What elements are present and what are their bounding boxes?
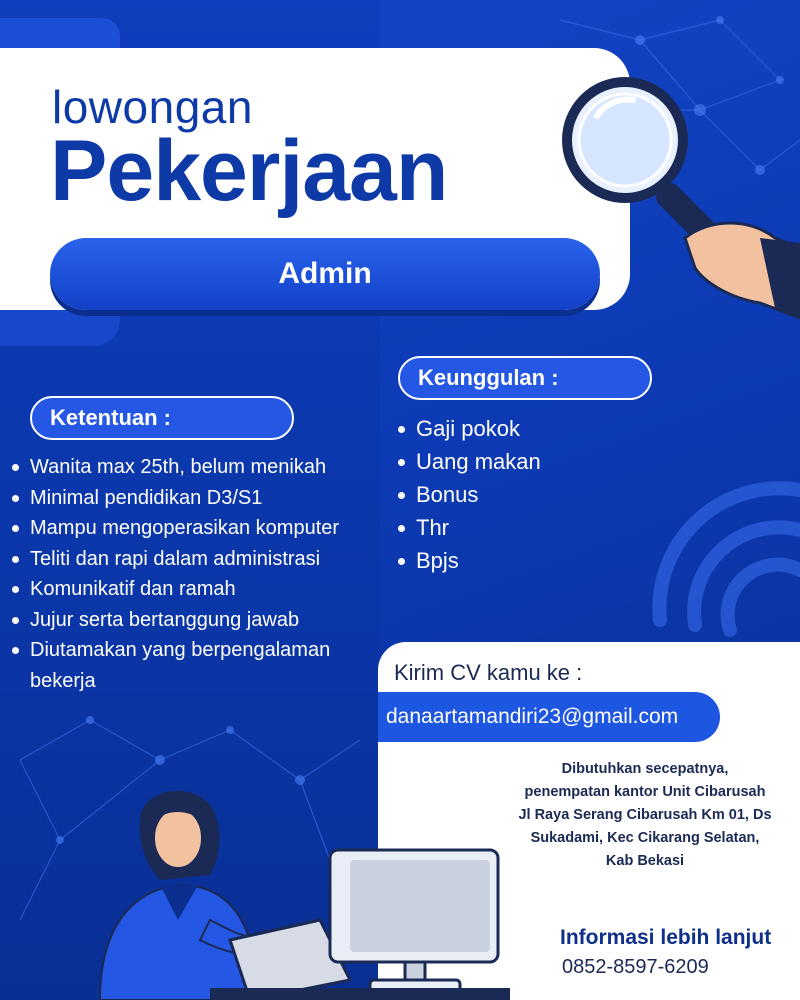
address-line: Dibutuhkan secepatnya, [561,761,729,777]
address-line: Jl Raya Serang Cibarusah Km 01, Ds [518,807,772,823]
phone-number[interactable]: 0852-8597-6209 [562,956,709,978]
list-item: Komunikatif dan ramah [10,574,370,605]
address-line: Sukadami, Kec Cikarang Selatan, [530,830,760,846]
address-line: penempatan kantor Unit Cibarusah [524,784,766,800]
list-item: Thr [396,511,656,544]
position-pill: Admin [50,238,600,310]
cv-label: Kirim CV kamu ke : [394,660,583,685]
ketentuan-heading-pill: Ketentuan : [30,396,294,440]
list-item: Bpjs [396,544,656,577]
title-small: lowongan [52,81,253,133]
email-link[interactable]: danaartamandiri23@gmail.com [378,692,720,742]
list-item: Teliti dan rapi dalam administrasi [10,544,370,575]
woman-at-computer-illustration [60,780,510,1000]
list-item: Minimal pendidikan D3/S1 [10,483,370,514]
list-item: Gaji pokok [396,412,656,445]
list-item: Mampu mengoperasikan komputer [10,513,370,544]
signal-arc-decoration [620,460,800,660]
ketentuan-list [10,452,370,696]
list-item: Jujur serta bertanggung jawab [10,605,370,636]
list-item: Bonus [396,478,656,511]
keunggulan-list [396,412,656,577]
list-item: Uang makan [396,445,656,478]
magnifying-glass-icon [535,68,800,328]
address-block [490,758,800,873]
list-item: Diutamakan yang berpengalaman bekerja [10,635,370,696]
keunggulan-heading-pill: Keunggulan : [398,356,652,400]
address-line: Kab Bekasi [605,853,685,869]
title-big: Pekerjaan [50,123,448,219]
info-title: Informasi lebih lanjut [560,926,772,949]
list-item: Wanita max 25th, belum menikah [10,452,370,483]
